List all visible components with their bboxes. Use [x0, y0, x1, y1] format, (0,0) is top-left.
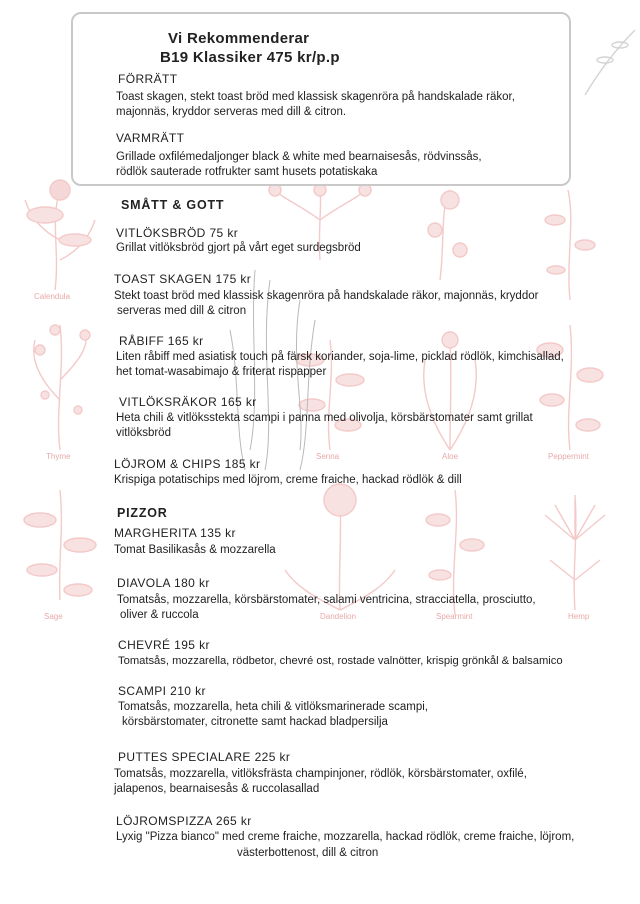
herb-label-aloe: Aloe [442, 452, 459, 461]
menu-item-name: LÖJROM & CHIPS 185 kr [114, 457, 261, 471]
starter-label: FÖRRÄTT [118, 72, 178, 86]
herb-label-senna: Senna [316, 452, 340, 461]
recommend-subtitle: B19 Klassiker 475 kr/p.p [160, 49, 340, 66]
sage-illustration [24, 490, 96, 600]
thyme-illustration [34, 325, 90, 450]
main-course-label: VARMRÄTT [116, 131, 185, 145]
menu-item-desc: västerbottenost, dill & citron [237, 847, 379, 859]
menu-item-desc: Tomatsås, mozzarella, körsbärstomater, salami ventricina, stracciatella, prosciutto, [117, 594, 536, 606]
menu-item-desc: körsbärstomater, citronette samt hackad bladpersilja [122, 716, 388, 728]
right-top-illustration [545, 190, 595, 300]
menu-item-desc: Tomatsås, mozzarella, rödbetor, chevré ost, rostade valnötter, krispig grönkål & balsamico [118, 655, 563, 667]
menu-item-desc: Tomat Basilikasås & mozzarella [114, 544, 276, 556]
menu-item-desc: oliver & ruccola [120, 609, 199, 621]
herb-label-calendula: Calendula [34, 292, 71, 301]
menu-item-name: RÅBIFF 165 kr [119, 334, 204, 348]
starter-desc-2: majonnäs, kryddor serveras med dill & citron. [116, 106, 347, 118]
menu-item-desc: Tomatsås, mozzarella, vitlöksfrästa champinjoner, rödlök, körsbärstomater, oxfilé, [114, 768, 527, 780]
menu-item-desc: Stekt toast bröd med klassisk skagenröra på handskalade räkor, majonnäs, kryddor [114, 290, 539, 302]
menu-item-desc: Krispiga potatischips med löjrom, creme fraiche, hackad rödlök & dill [114, 474, 462, 486]
herb-label-sage: Sage [44, 612, 63, 621]
menu-item-name: DIAVOLA 180 kr [117, 576, 210, 590]
herb-label-thyme: Thyme [46, 452, 71, 461]
menu-item-name: LÖJROMSPIZZA 265 kr [116, 814, 252, 828]
calendula-illustration [25, 180, 95, 290]
recommend-title: Vi Rekommenderar [168, 30, 310, 47]
menu-item-desc: Tomatsås, mozzarella, heta chili & vitlöksmarinerade scampi, [118, 701, 428, 713]
menu-item-desc: Lyxig "Pizza bianco" med creme fraiche, mozzarella, hackad rödlök, creme fraiche, löjrom, [116, 831, 575, 843]
dandelion-illustration [285, 484, 395, 610]
hemp-illustration [545, 495, 605, 610]
center-top-illustration [269, 184, 467, 280]
herb-label-peppermint: Peppermint [548, 452, 589, 461]
section-heading-small: SMÅTT & GOTT [121, 198, 225, 212]
section-heading-pizza: PIZZOR [117, 506, 168, 520]
menu-item-name: VITLÖKSRÄKOR 165 kr [119, 395, 257, 409]
menu-item-desc: vitlöksbröd [116, 427, 171, 439]
menu-item-desc: Liten råbiff med asiatisk touch på färsk koriander, soja-lime, picklad rödlök, kimchisallad, [116, 351, 564, 363]
menu-item-desc: Heta chili & vitlöksstekta scampi i panna med olivolja, körsbärstomater samt grillat [116, 412, 533, 424]
menu-item-desc: serveras med dill & citron [117, 305, 247, 317]
menu-item-name: SCAMPI 210 kr [118, 684, 206, 698]
herb-label-hemp: Hemp [568, 612, 590, 621]
main-course-desc-1: Grillade oxfilémedaljonger black & white med bearnaisesås, rödvinssås, [116, 151, 482, 163]
corner-sprig-illustration [585, 30, 635, 95]
menu-item-desc: het tomat-wasabimajo & friterat rispapper [116, 366, 327, 378]
peppermint-illustration [537, 325, 603, 450]
menu-item-name: MARGHERITA 135 kr [114, 526, 236, 540]
herb-label-dandelion: Dandelion [320, 612, 357, 621]
menu-item-desc: jalapenos, bearnaisesås & ruccolasallad [114, 783, 320, 795]
menu-item-desc: Grillat vitlöksbröd gjort på vårt eget surdegsbröd [116, 242, 361, 254]
menu-item-name: PUTTES SPECIALARE 225 kr [118, 750, 291, 764]
starter-desc-1: Toast skagen, stekt toast bröd med klassisk skagenröra på handskalade räkor, [116, 91, 515, 103]
menu-item-name: TOAST SKAGEN 175 kr [114, 272, 252, 286]
menu-item-name: CHEVRÉ 195 kr [118, 638, 210, 652]
main-course-desc-2: rödlök sauterade rotfrukter samt husets potatiskaka [116, 166, 378, 178]
herb-label-spearmint: Spearmint [436, 612, 473, 621]
menu-item-name: VITLÖKSBRÖD 75 kr [116, 226, 239, 240]
